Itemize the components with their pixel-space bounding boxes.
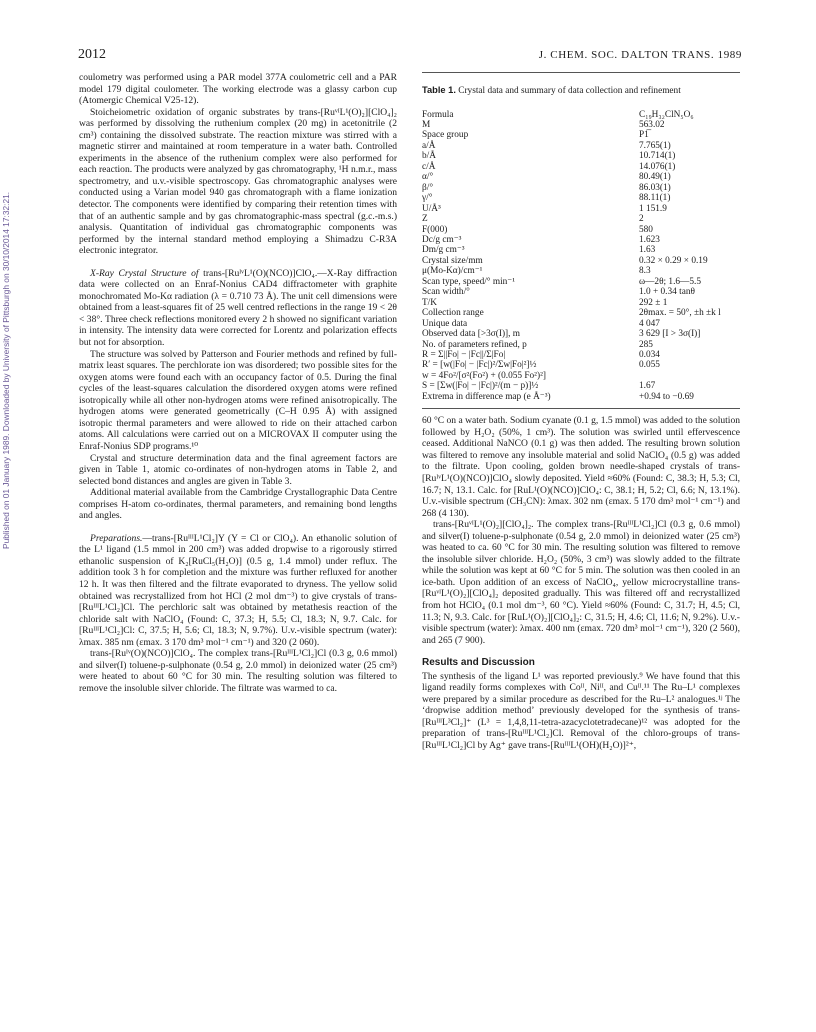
table-cell-value: 14.076(1): [639, 161, 676, 172]
running-head: J. CHEM. SOC. DALTON TRANS. 1989: [538, 49, 742, 61]
table-row: [422, 277, 740, 287]
table-cell-value: 7.765(1): [639, 140, 671, 151]
table-cell-parameter: Observed data [>3σ(I)], m: [422, 329, 521, 340]
download-watermark: Published on 01 January 1989. Downloaded by University of Pittsburgh on 30/10/2014 17:32:21.: [1, 191, 11, 549]
table-cell-value: 0.32 × 0.29 × 0.19: [639, 255, 708, 266]
table-row: [422, 130, 740, 140]
table-row: [422, 360, 740, 370]
table-cell-value: 580: [639, 224, 653, 235]
table-cell-value: 88.11(1): [639, 193, 671, 204]
table-cell-parameter: Scan width/°: [422, 287, 470, 298]
table-cell-value: 0.055: [639, 360, 660, 371]
table-row: [422, 287, 740, 297]
right-column: [422, 72, 740, 752]
crystal-data-table: [422, 110, 740, 403]
table-cell-value: ω—2θ; 1.6—5.5: [639, 276, 701, 287]
table-row: [422, 298, 740, 308]
table-cell-parameter: a/Å: [422, 140, 436, 151]
table-cell-value: 10.714(1): [639, 151, 676, 162]
table-row: [422, 235, 740, 245]
table-cell-parameter: Extrema in difference map (e Å⁻³): [422, 391, 551, 402]
table-row: [422, 183, 740, 193]
table-cell-parameter: No. of parameters refined, p: [422, 339, 527, 350]
table-cell-value: 292 ± 1: [639, 297, 668, 308]
paragraph-crystal-data: Crystal and structure determination data and the final agreement factors are given in Table 1, atomic co-ordinates of non-hydrogen atoms in Table 2, and selected bond distances and angles are given in Table 3.: [79, 452, 397, 487]
paragraph-cyanate-continued: 60 °C on a water bath. Sodium cyanate (0.1 g, 1.5 mmol) was added to the solution followed by H₂O₂ (50%, 1 cm³). The solution was swirled until effervescence ceased. Additional NaNCO (0.1 g) was then added. The resulting brown solution was filtered to remove any insoluble material and solid NaClO₄ (0.5 g) was added to the filtrate. Upon cooling, golden brown needle-shaped crystals of trans-[RuᴵᵛL¹(O)(NCO)]ClO₄ slowly deposited. Yield ≈60% (Found: C, 38.3; H, 5.3; Cl, 16.7; N, 13.1. Calc. for [RuL¹(O)(NCO)]ClO₄: C, 38.1; H, 5.2; Cl, 6.6; N, 13.1%). U.v.-visible spectrum (CH₃CN): λmax. 302 nm (εmax. 5 170 dm³ mol⁻¹ cm⁻¹) and 268 (4 130).: [422, 415, 740, 519]
table-row: [422, 162, 740, 172]
table-cell-parameter: Dc/g cm⁻³: [422, 234, 462, 245]
table-cell-value: 1 151.9: [639, 203, 667, 214]
paragraph-oxo-cyanate-prep: trans-[Ruᴵᵛ(O)(NCO)]ClO₄. The complex trans-[RuᴵᴵᴵL¹Cl₂]Cl (0.3 g, 0.6 mmol) and silver(I) toluene-p-sulphonate (0.54 g, 2.0 mmol) in deionized water (25 cm³) were heated to about 60 °C for 30 min. The resulting solution was filtered to remove the insoluble silver chloride. The filtrate was warmed to ca.: [79, 648, 397, 694]
table-cell-value: 1.0 + 0.34 tanθ: [639, 287, 695, 298]
preparations-text: —trans-[RuᴵᴵᴵL¹Cl₂]Y (Y = Cl or ClO₄). An ethanolic solution of the L¹ ligand (1.5 mmol in 200 cm³) was added dropwise to a rigorously stirred ethanolic suspension of K₂[RuCl₅(H₂O)] (0.5 g, 1.4 mmol) under reflux. The addition took 3 h for completion and the mixture was further refluxed for another 12 h. It was then filtered and the filtrate evaporated to dryness. The yellow solid obtained was recrystallized from hot HCl (2 mol dm⁻³) to give crystals of trans-[RuᴵᴵᴵL¹Cl₂]Cl. The perchloric salt was obtained by metathesis reaction of the chloride salt with NaClO₄ (Found: C, 37.3; H, 5.5; Cl, 18.3; N, 9.7. Calc. for [RuᴵᴵᴵL¹Cl₂]Cl: C, 37.5; H, 5.6; Cl, 18.3; N, 9.7%). U.v.-visible spectrum (water): λmax. 385 nm (εmax. 3 170 dm³ mol⁻¹ cm⁻¹) and 320 (2 060).: [79, 532, 397, 648]
table-cell-value: 1.623: [639, 234, 660, 245]
paragraph-preparations: [79, 533, 397, 648]
table-cell-parameter: α/°: [422, 172, 434, 183]
table-cell-parameter: μ(Mo-Kα)/cm⁻¹: [422, 266, 483, 277]
table-caption-text: Crystal data and summary of data collection and refinement: [455, 86, 681, 96]
table-cell-parameter: M: [422, 120, 431, 130]
table-row: [422, 110, 740, 120]
table-cell-value: 86.03(1): [639, 182, 671, 193]
table-cell-parameter: Dm/g cm⁻³: [422, 245, 465, 256]
table-row: [422, 141, 740, 151]
table-cell-value: +0.94 to −0.69: [639, 391, 694, 402]
table-cell-value: 563.02: [639, 120, 665, 130]
page-number: 2012: [78, 47, 106, 62]
left-column: [79, 72, 397, 694]
table-cell-parameter: Formula: [422, 109, 454, 120]
paragraph-xray: [79, 268, 397, 349]
table-row: [422, 245, 740, 255]
table-1: [422, 72, 740, 409]
table-row: [422, 371, 740, 381]
table-row: [422, 225, 740, 235]
table-cell-parameter: T/K: [422, 297, 437, 308]
table-cell-value: 1.67: [639, 381, 656, 392]
table-cell-parameter: S = [Σw(|Fo| − |Fc|)²/(m − p)]½: [422, 381, 539, 392]
table-row: [422, 214, 740, 224]
table-cell-value: P1̅: [639, 130, 649, 141]
table-cell-value: 2: [639, 214, 644, 225]
table-cell-parameter: Collection range: [422, 308, 484, 319]
paragraph-additional-material: Additional material available from the Cambridge Crystallographic Data Centre comprises H-atom co-ordinates, thermal parameters, and remaining bond lengths and angles.: [79, 487, 397, 522]
table-row: [422, 172, 740, 182]
table-cell-parameter: Scan type, speed/° min⁻¹: [422, 276, 516, 287]
paragraph-oxidation: Stoicheiometric oxidation of organic substrates by trans-[RuᵛᴵL¹(O)₂][ClO₄]₂ was performed by dissolving the ruthenium complex (20 mg) in acetonitrile (2 cm³) containing the dissolved substrate. The reaction mixture was stirred with a magnetic stirrer and maintained at room temperature in a water bath. Controlled experiments in the absence of the ruthenium complex were also performed for each reaction. The products were analyzed by gas chromatography, ¹H n.m.r., mass spectrometry, and u.v.-visible spectroscopy. Gas chromatographic analyses were conducted using a Varian model 940 gas chromatograph with a flame ionization detector. The components were identified by comparing their retention times with that of an authentic sample and by gas chromatographic-mass spectral (g.c.-m.s.) analysis. Quantitation of individual gas chromatographic components was performed by the internal standard method employing a Shimadzu C-R3A electronic integrator.: [79, 106, 397, 257]
table-cell-value: 4 047: [639, 318, 660, 329]
table-row: [422, 329, 740, 339]
table-label: Table 1.: [422, 85, 456, 95]
table-cell-parameter: b/Å: [422, 151, 436, 162]
table-row: [422, 151, 740, 161]
table-row: [422, 193, 740, 203]
table-row: [422, 308, 740, 318]
table-cell-parameter: Unique data: [422, 318, 468, 329]
table-cell-parameter: γ/°: [422, 193, 433, 204]
table-row: [422, 204, 740, 214]
table-cell-parameter: Space group: [422, 130, 469, 141]
table-cell-value: 8.3: [639, 266, 651, 277]
table-row: [422, 381, 740, 391]
table-cell-parameter: Crystal size/mm: [422, 255, 483, 266]
preparations-subheading: Preparations.: [90, 532, 143, 544]
results-heading: Results and Discussion: [422, 657, 535, 669]
paragraph-results: The synthesis of the ligand L¹ was reported previously.⁹ We have found that this ligand readily forms complexes with Coᴵᴵ, Niᴵᴵ, and Cuᴵᴵ.¹¹ The Ru–L¹ complexes were prepared by a similar procedure as described for the Ru–L² analogues.¹ʲ The ‘dropwise addition method’ previously developed for the synthesis of trans-[RuᴵᴵᴵL³Cl₂]⁺ (L³ = 1,4,8,11-tetra-azacyclotetradecane)¹² was adopted for the preparation of trans-[RuᴵᴵᴵL¹Cl₂]Cl. Removal of the chloro-groups of trans-[RuᴵᴵᴵL¹Cl₂]Cl by Ag⁺ gave trans-[RuᴵᴵᴵL¹(OH)(H₂O)]²⁺,: [422, 670, 740, 751]
table-cell-value: 285: [639, 339, 653, 350]
table-cell-value: C₁₉H₃₂ClN₅O₆: [639, 109, 694, 120]
table-cell-value: 0.034: [639, 349, 660, 360]
table-cell-parameter: F(000): [422, 224, 448, 235]
table-cell-value: 3 629 [I > 3σ(I)]: [639, 329, 701, 340]
paragraph-structure-solution: The structure was solved by Patterson and Fourier methods and refined by full-matrix least squares. The perchlorate ion was disordered; two possible sites for the oxygen atoms were found each with an occupancy factor of 0.5. During the final cycles of the least-squares calculation the disordered oxygen atoms were refined isotropically while all other non-hydrogen atoms were refined anisotropically. The hydrogen atoms were generated geometrically (C–H 0.95 Å) with assigned isotropic thermal parameters and were allowed to ride on their attached carbon atoms. All calculations were carried out on a MICROVAX II computer using the Enraf-Nonius SDP programs.¹⁰: [79, 348, 397, 452]
table-row: [422, 120, 740, 130]
table-caption: [422, 85, 740, 98]
xray-text: trans-[RuᴵᵛL¹(O)(NCO)]ClO₄.—X-Ray diffraction data were collected on an Enraf-Nonius CAD4 diffractometer with graphite monochromated Mo-Kα radiation (λ = 0.710 73 Å). The unit cell dimensions were obtained from a least-squares fit of 25 well centred reflections in the range 19 < 2θ < 38°. Three check reflections monitored every 2 h showed no significant variation in intensity. The intensity data were corrected for Lorentz and polarization effects but not for absorption.: [79, 267, 397, 349]
table-cell-value: 80.49(1): [639, 172, 671, 183]
table-row: [422, 392, 740, 402]
table-cell-value: 1.63: [639, 245, 656, 256]
table-cell-parameter: R′ = [w(|Fo| − |Fc|)²/Σw|Fo|²]½: [422, 360, 537, 371]
table-row: [422, 340, 740, 350]
table-row: [422, 256, 740, 266]
table-cell-parameter: U/Å³: [422, 203, 441, 214]
table-cell-parameter: w = 4Fo²/[σ²(Fo²) + (0.055 Fo²)²]: [422, 370, 546, 381]
table-row: [422, 266, 740, 276]
table-cell-parameter: β/°: [422, 182, 434, 193]
table-row: [422, 350, 740, 360]
table-cell-parameter: R = Σ||Fo| − |Fc||/Σ|Fo|: [422, 349, 506, 360]
table-cell-value: 2θmax. = 50°, ±h ±k l: [639, 308, 721, 319]
paragraph-dioxo-prep: trans-[RuᵛᴵL¹(O)₂][ClO₄]₂. The complex trans-[RuᴵᴵᴵL¹Cl₂]Cl (0.3 g, 0.6 mmol) and silver(I) toluene-p-sulphonate (0.54 g, 2.0 mmol) in deionized water (25 cm³) was heated to ca. 60 °C for 30 min. The resulting solution was filtered to remove the insoluble silver chloride. H₂O₂ (50%, 3 cm³) was slowly added to the filtrate while the solution was kept at 60 °C for 5 min. The solution was then cooled in an ice-bath. Upon addition of an excess of NaClO₄, yellow microcrystalline trans-[RuᵛᴵL¹(O)₂][ClO₄]₂ deposited gradually. This was filtered off and recrystallized from hot HClO₄ (0.1 mol dm⁻³, 60 °C). Yield ≈60% (Found: C, 31.7; H, 4.5; Cl, 11.3; N, 9.3. Calc. for [RuL¹(O)₂][ClO₄]₂: C, 31.5; H, 4.6; Cl, 11.6; N, 9.2%). U.v.-visible spectrum (water): λmax. 400 nm (εmax. 720 dm³ mol⁻¹ cm⁻¹), 320 (2 560), and 265 (7 900).: [422, 519, 740, 646]
table-row: [422, 319, 740, 329]
table-cell-parameter: c/Å: [422, 161, 436, 172]
xray-subheading: X-Ray Crystal Structure of: [90, 267, 199, 279]
paragraph-coulometry: coulometry was performed using a PAR model 377A coulometric cell and a PAR model 179 digital coulometer. The working electrode was a glassy carbon cup (Atomergic Chemical V25-12).: [79, 72, 397, 107]
table-cell-parameter: Z: [422, 214, 428, 225]
table-cell-value: [639, 371, 740, 381]
